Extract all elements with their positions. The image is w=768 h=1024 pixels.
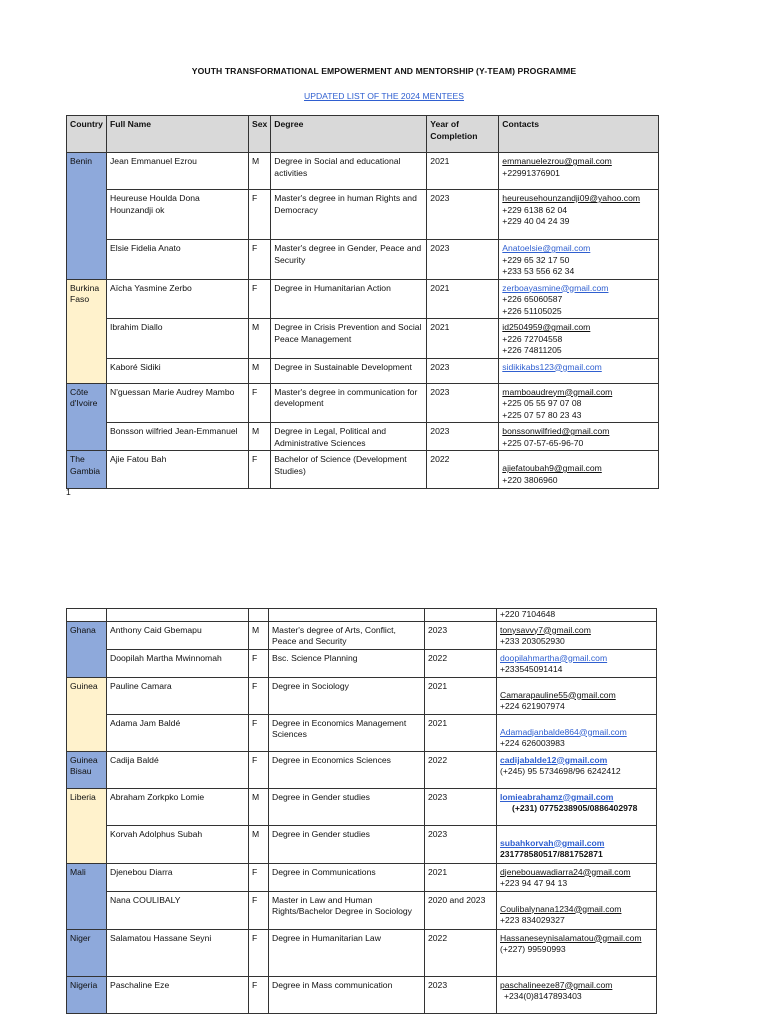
year-cell: 2023: [425, 825, 497, 863]
name-cell: Heureuse Houlda Dona Hounzandji ok: [107, 190, 249, 240]
table-row: [67, 383, 659, 423]
email-link[interactable]: subahkorvah@gmail.com: [500, 837, 605, 848]
degree-cell: Degree in Economics Management Sciences: [269, 714, 425, 751]
country-cell: Nigeria: [67, 976, 107, 1013]
table-row: [67, 714, 657, 751]
year-cell: 2021: [425, 677, 497, 714]
phone-number: (+231) 0775238905/0886402978: [512, 803, 638, 813]
sex-cell: F: [249, 976, 269, 1013]
table-row: [67, 621, 657, 649]
phone-number: +220 3806960: [502, 474, 558, 485]
year-cell: 2023: [427, 423, 499, 451]
table-row: [67, 891, 657, 929]
email-link[interactable]: sidikikabs123@gmail.com: [502, 361, 602, 372]
phone-number: +234(0)8147893403: [504, 991, 582, 1001]
phone-number: (+227) 99590993: [500, 944, 566, 954]
name-cell: Elsie Fidelia Anato: [107, 240, 249, 280]
name-cell: Cadija Baldé: [107, 751, 249, 788]
name-cell: Abraham Zorkpko Lomie: [107, 788, 249, 825]
sex-cell: M: [249, 319, 271, 359]
phone-number: +22991376901: [502, 167, 560, 178]
table-row: [67, 751, 657, 788]
name-cell: Adama Jam Baldé: [107, 714, 249, 751]
sex-cell: M: [249, 153, 271, 190]
country-cell: Guinea Bisau: [67, 751, 107, 788]
sex-cell: M: [249, 621, 269, 649]
table-row: [67, 929, 657, 976]
sex-cell: F: [249, 751, 269, 788]
phone-number: 231778580517/881752871: [500, 849, 603, 859]
year-cell: 2023: [427, 358, 499, 383]
name-cell: Djenebou Diarra: [107, 863, 249, 891]
year-cell: 2021: [425, 714, 497, 751]
name-cell: [107, 609, 249, 622]
year-cell: 2022: [427, 451, 499, 489]
degree-cell: Bsc. Science Planning: [269, 649, 425, 677]
contacts-cell: [497, 714, 657, 751]
name-cell: Korvah Adolphus Subah: [107, 825, 249, 863]
contacts-cell: [497, 649, 657, 677]
email-link[interactable]: mamboaudreym@gmail.com: [502, 386, 613, 397]
header-full-name: Full Name: [107, 116, 249, 153]
name-cell: Paschaline Eze: [107, 976, 249, 1013]
email-link[interactable]: paschalineeze87@gmail.com: [500, 979, 613, 990]
phone-number: (+245) 95 5734698/96 6242412: [500, 766, 621, 776]
year-cell: 2021: [427, 319, 499, 359]
name-cell: Kaboré Sidiki: [107, 358, 249, 383]
country-cell: Guinea: [67, 677, 107, 751]
table-row: [67, 279, 659, 319]
phone-number: +225 07-57-65-96-70: [502, 437, 584, 448]
phone-number: +224 626003983: [500, 738, 565, 748]
email-link[interactable]: Adamadjanbalde864@gmail.com: [500, 726, 627, 737]
table-row: [67, 788, 657, 825]
year-cell: 2023: [425, 788, 497, 825]
country-cell: Benin: [67, 153, 107, 280]
email-link[interactable]: heureusehounzandji09@yahoo.com: [502, 193, 641, 203]
phone-number: +225 07 57 80 23 43: [502, 409, 582, 420]
degree-cell: Master's degree in Gender, Peace and Security: [271, 240, 427, 280]
phone-number: +233545091414: [500, 664, 563, 674]
country-cell: Ghana: [67, 621, 107, 677]
country-cell: The Gambia: [67, 451, 107, 489]
degree-cell: Master's degree in communication for development: [271, 383, 427, 423]
year-cell: 2021: [425, 863, 497, 891]
table-row: [67, 358, 659, 383]
degree-cell: Master in Law and Human Rights/Bachelor Degree in Sociology: [269, 891, 425, 929]
degree-cell: Degree in Economics Sciences: [269, 751, 425, 788]
header-year: Year of Completion: [427, 116, 499, 153]
header-degree: Degree: [271, 116, 427, 153]
degree-cell: Degree in Crisis Prevention and Social Peace Management: [271, 319, 427, 359]
country-cell: Côte d'Ivoire: [67, 383, 107, 451]
contacts-cell: [497, 976, 657, 1013]
year-cell: 2022: [425, 751, 497, 788]
year-cell: 2023: [427, 383, 499, 423]
sex-cell: F: [249, 240, 271, 280]
phone-number: +226 65060587: [502, 294, 563, 304]
sex-cell: M: [249, 825, 269, 863]
name-cell: Bonsson wilfried Jean-Emmanuel: [107, 423, 249, 451]
contacts-cell: [497, 863, 657, 891]
header-contacts: Contacts: [499, 116, 659, 153]
phone-number: +226 74811205: [502, 345, 562, 355]
name-cell: Ibrahim Diallo: [107, 319, 249, 359]
name-cell: Doopilah Martha Mwinnomah: [107, 649, 249, 677]
table-header-row: [67, 116, 659, 153]
email-link[interactable]: Hassaneseynisalamatou@gmail.com: [500, 932, 642, 943]
degree-cell: Degree in Social and educational activities: [271, 153, 427, 190]
contacts-cell: [499, 153, 659, 190]
sex-cell: [249, 609, 269, 622]
year-cell: 2023: [425, 976, 497, 1013]
email-link[interactable]: zerboayasmine@gmail.com: [502, 282, 609, 293]
country-cell: Mali: [67, 863, 107, 929]
sex-cell: F: [249, 929, 269, 976]
name-cell: Nana COULIBALY: [107, 891, 249, 929]
year-cell: [425, 609, 497, 622]
year-cell: 2022: [425, 929, 497, 976]
contacts-cell: [497, 929, 657, 976]
table-row: [67, 190, 659, 240]
header-country: Country: [67, 116, 107, 153]
email-link[interactable]: doopilahmartha@gmail.com: [500, 652, 608, 663]
email-link[interactable]: id2504959@gmail.com: [502, 322, 591, 332]
email-link[interactable]: cadijabalde12@gmail.com: [500, 754, 608, 765]
sex-cell: F: [249, 279, 271, 319]
contacts-cell: [499, 383, 659, 423]
contacts-cell: [497, 621, 657, 649]
sex-cell: F: [249, 383, 271, 423]
degree-cell: Degree in Mass communication: [269, 976, 425, 1013]
phone-number: +224 621907974: [500, 701, 565, 711]
email-link[interactable]: Camarapauline55@gmail.com: [500, 689, 616, 700]
phone-number: +226 72704558: [502, 333, 563, 344]
phone-number: +225 05 55 97 07 08: [502, 398, 582, 408]
year-cell: 2020 and 2023: [425, 891, 497, 929]
degree-cell: Degree in Communications: [269, 863, 425, 891]
table-row: [67, 423, 659, 451]
sex-cell: F: [249, 451, 271, 489]
country-cell: Niger: [67, 929, 107, 976]
phone-number: +220 7104648: [500, 609, 556, 619]
contacts-cell: [499, 319, 659, 359]
name-cell: Salamatou Hassane Seyni: [107, 929, 249, 976]
email-link[interactable]: bonssonwilfried@gmail.com: [502, 426, 610, 436]
name-cell: Anthony Caid Gbemapu: [107, 621, 249, 649]
email-link[interactable]: Anatoelsie@gmail.com: [502, 243, 591, 253]
document-subtitle: UPDATED LIST OF THE 2024 MENTEES: [304, 91, 464, 101]
degree-cell: Degree in Humanitarian Law: [269, 929, 425, 976]
contacts-cell: [497, 788, 657, 825]
table-row: [67, 451, 659, 489]
contacts-cell: [497, 891, 657, 929]
contacts-cell: [499, 451, 659, 489]
year-cell: 2021: [427, 153, 499, 190]
sex-cell: F: [249, 714, 269, 751]
contacts-cell: [499, 279, 659, 319]
degree-cell: [269, 609, 425, 622]
contacts-cell: [499, 240, 659, 280]
contacts-cell: [497, 751, 657, 788]
contacts-cell: [499, 190, 659, 240]
phone-number: +233 53 556 62 34: [502, 266, 575, 276]
degree-cell: Master's degree in human Rights and Democracy: [271, 190, 427, 240]
sex-cell: M: [249, 788, 269, 825]
contacts-cell: [499, 423, 659, 451]
contacts-cell: [497, 825, 657, 863]
contacts-cell: [497, 609, 657, 622]
year-cell: 2022: [425, 649, 497, 677]
email-link[interactable]: emmanuelezrou@gmail.com: [502, 156, 612, 166]
contacts-cell: [497, 677, 657, 714]
country-cell: Liberia: [67, 788, 107, 863]
mentees-table-page-2: [66, 608, 657, 1014]
table-row: [67, 153, 659, 190]
phone-number: +223 834029327: [500, 915, 565, 925]
sex-cell: F: [249, 649, 269, 677]
year-cell: 2023: [425, 621, 497, 649]
phone-number: +223 94 47 94 13: [500, 878, 568, 888]
email-link[interactable]: ajiefatoubah9@gmail.com: [502, 463, 602, 473]
sex-cell: M: [249, 358, 271, 383]
country-cell: [67, 609, 107, 622]
year-cell: 2023: [427, 240, 499, 280]
header-sex: Sex: [249, 116, 271, 153]
page-number: 1: [66, 487, 71, 497]
document-title: YOUTH TRANSFORMATIONAL EMPOWERMENT AND MENTORSHIP (Y-TEAM) PROGRAMME: [191, 66, 577, 76]
year-cell: 2021: [427, 279, 499, 319]
sex-cell: F: [249, 190, 271, 240]
degree-cell: Degree in Sustainable Development: [271, 358, 427, 383]
degree-cell: Degree in Gender studies: [269, 825, 425, 863]
degree-cell: Master's degree of Arts, Conflict, Peace and Security: [269, 621, 425, 649]
sex-cell: F: [249, 677, 269, 714]
degree-cell: Degree in Humanitarian Action: [271, 279, 427, 319]
year-cell: 2023: [427, 190, 499, 240]
email-link[interactable]: djenebouawadiarra24@gmail.com: [500, 866, 631, 877]
name-cell: Aïcha Yasmine Zerbo: [107, 279, 249, 319]
email-link[interactable]: lomieabrahamz@gmail.com: [500, 791, 614, 802]
table-row: [67, 649, 657, 677]
email-link[interactable]: Coulibalynana1234@gmail.com: [500, 903, 622, 914]
sex-cell: F: [249, 863, 269, 891]
phone-number: +233 203052930: [500, 636, 565, 646]
email-link[interactable]: tonysavvy7@gmail.com: [500, 624, 591, 635]
table-row: [67, 240, 659, 280]
degree-cell: Degree in Gender studies: [269, 788, 425, 825]
table-row: [67, 825, 657, 863]
degree-cell: Degree in Legal, Political and Administrative Sciences: [271, 423, 427, 451]
phone-number: +229 40 04 24 39: [502, 216, 570, 226]
name-cell: N'guessan Marie Audrey Mambo: [107, 383, 249, 423]
phone-number: +226 51105025: [502, 305, 562, 316]
name-cell: Ajie Fatou Bah: [107, 451, 249, 489]
name-cell: Pauline Camara: [107, 677, 249, 714]
table-row: [67, 863, 657, 891]
country-cell: Burkina Faso: [67, 279, 107, 383]
table-row-continuation: [67, 609, 657, 622]
table-row: [67, 319, 659, 359]
contacts-cell: [499, 358, 659, 383]
name-cell: Jean Emmanuel Ezrou: [107, 153, 249, 190]
table-row: [67, 677, 657, 714]
degree-cell: Bachelor of Science (Development Studies): [271, 451, 427, 489]
phone-number: +229 65 32 17 50: [502, 254, 570, 265]
sex-cell: M: [249, 423, 271, 451]
mentees-table-page-1: [66, 115, 659, 489]
phone-number: +229 6138 62 04: [502, 204, 568, 215]
degree-cell: Degree in Sociology: [269, 677, 425, 714]
sex-cell: F: [249, 891, 269, 929]
table-row: [67, 976, 657, 1013]
